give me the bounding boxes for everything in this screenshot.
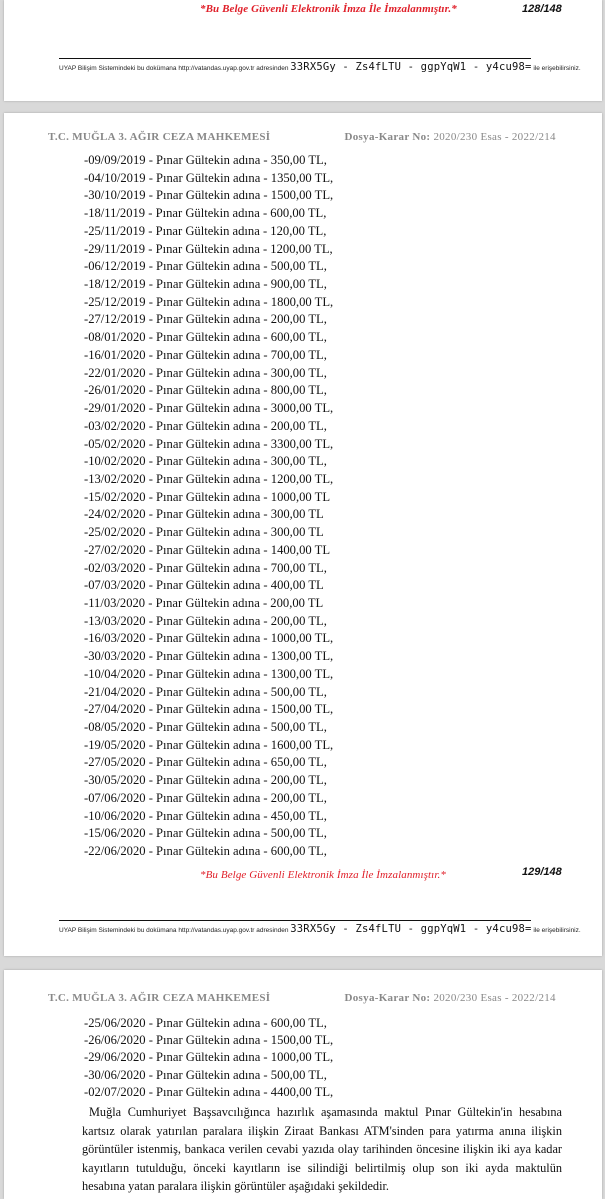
deposit-entry: -07/03/2020 - Pınar Gültekin adına - 400,00 TL xyxy=(84,578,324,593)
deposit-entry: -02/03/2020 - Pınar Gültekin adına - 700,00 TL, xyxy=(84,560,327,575)
deposit-entry: -08/05/2020 - Pınar Gültekin adına - 500,00 TL, xyxy=(84,720,327,734)
deposit-entry: -29/11/2019 - Pınar Gültekin adına - 1200,00 TL, xyxy=(84,241,333,256)
deposit-entry: -21/04/2020 - Pınar Gültekin adına - 500,00 TL, xyxy=(84,684,327,699)
uyap-prefix: UYAP Bilişim Sistemindeki bu dokümana http://vatandas.uyap.gov.tr adresinden xyxy=(59,65,289,72)
e-signature-banner: *Bu Belge Güvenli Elektronik İmza İle İmzalanmıştır.* xyxy=(200,869,446,881)
deposit-entry: -06/12/2019 - Pınar Gültekin adına - 500,00 TL, xyxy=(84,259,327,274)
deposit-entry: -30/10/2019 - Pınar Gültekin adına - 1500,00 TL, xyxy=(84,188,334,203)
uyap-access-code: 33RX5Gy - Zs4fLTU - ggpYqW1 - y4cu98= xyxy=(290,923,532,935)
uyap-suffix: ile erişebilirsiniz. xyxy=(533,65,581,72)
deposit-entry: -26/06/2020 - Pınar Gültekin adına - 1500,00 TL, xyxy=(84,1033,334,1048)
footer-rule xyxy=(59,920,531,921)
deposit-entry: -13/02/2020 - Pınar Gültekin adına - 1200,00 TL, xyxy=(84,471,334,486)
uyap-footer xyxy=(59,61,581,73)
deposit-entry: -18/12/2019 - Pınar Gültekin adına - 900,00 TL, xyxy=(84,277,327,292)
deposit-entry: -16/01/2020 - Pınar Gültekin adına - 700,00 TL, xyxy=(84,347,327,362)
uyap-prefix: UYAP Bilişim Sistemindeki bu dokümana http://vatandas.uyap.gov.tr adresinden xyxy=(59,927,289,934)
deposit-entry: -10/06/2020 - Pınar Gültekin adına - 450,00 TL, xyxy=(84,808,327,823)
deposit-entry: -15/02/2020 - Pınar Gültekin adına - 1000,00 TL xyxy=(84,489,331,504)
deposit-entry: -18/11/2019 - Pınar Gültekin adına - 600,00 TL, xyxy=(84,206,327,221)
deposit-entry: -30/03/2020 - Pınar Gültekin adına - 1300,00 TL, xyxy=(84,649,334,664)
deposit-entry: -07/06/2020 - Pınar Gültekin adına - 200,00 TL, xyxy=(84,790,327,805)
deposit-entry: -25/02/2020 - Pınar Gültekin adına - 300,00 TL xyxy=(84,525,324,540)
deposit-list xyxy=(84,1015,333,1101)
deposit-entry: -25/12/2019 - Pınar Gültekin adına - 1800,00 TL, xyxy=(84,294,334,309)
deposit-entry: -30/05/2020 - Pınar Gültekin adına - 200,00 TL, xyxy=(84,773,327,788)
page-130 xyxy=(4,970,602,1199)
deposit-entry: -25/11/2019 - Pınar Gültekin adına - 120,00 TL, xyxy=(84,223,327,238)
deposit-entry: -08/01/2020 - Pınar Gültekin adına - 600,00 TL, xyxy=(84,330,327,345)
deposit-entry: -16/03/2020 - Pınar Gültekin adına - 1000,00 TL, xyxy=(84,631,334,646)
deposit-entry: -22/01/2020 - Pınar Gültekin adına - 300,00 TL, xyxy=(84,365,327,380)
deposit-entry: -22/06/2020 - Pınar Gültekin adına - 600,00 TL, xyxy=(84,844,327,859)
deposit-entry: -27/02/2020 - Pınar Gültekin adına - 1400,00 TL xyxy=(84,542,331,557)
uyap-suffix: ile erişebilirsiniz. xyxy=(533,927,581,934)
deposit-entry: -10/04/2020 - Pınar Gültekin adına - 1300,00 TL, xyxy=(84,666,334,681)
document-header xyxy=(48,992,556,1004)
court-name: T.C. MUĞLA 3. AĞIR CEZA MAHKEMESİ xyxy=(48,131,271,143)
body-paragraph: Muğla Cumhuriyet Başsavcılığınca hazırlık aşamasında maktul Pınar Gültekin'in hesabına kartsız olarak yatırılan paralara ilişkin Ziraat Bankası ATM'sinden para yatırma anına ilişkin görüntüler istenmiş, bankaca verilen cevabi yazıda olay tarihinden öncesine ilişkin iki aya kadar kayıtların tutulduğu, önceki kayıtların ise silindiği belirtilmiş olup son iki ayda maktulün hesabına yatan paralara ilişkin görüntüler aşağıdaki şekildedir. xyxy=(82,1105,562,1194)
document-header xyxy=(48,131,556,143)
deposit-entry: -05/02/2020 - Pınar Gültekin adına - 3300,00 TL, xyxy=(84,436,334,451)
deposit-entry: -02/07/2020 - Pınar Gültekin adına - 4400,00 TL, xyxy=(84,1084,334,1099)
footer-rule xyxy=(59,58,531,59)
deposit-entry: -27/12/2019 - Pınar Gültekin adına - 200,00 TL, xyxy=(84,312,327,327)
deposit-entry: -04/10/2019 - Pınar Gültekin adına - 1350,00 TL, xyxy=(84,170,334,185)
file-number-label: Dosya-Karar No: xyxy=(344,131,431,143)
deposit-entry: -29/01/2020 - Pınar Gültekin adına - 3000,00 TL, xyxy=(84,401,334,416)
page-129 xyxy=(4,113,602,956)
file-number-label: Dosya-Karar No: xyxy=(344,992,431,1004)
deposit-entry: -10/02/2020 - Pınar Gültekin adına - 300,00 TL, xyxy=(84,454,327,469)
uyap-footer xyxy=(59,923,581,935)
deposit-entry: -24/02/2020 - Pınar Gültekin adına - 300,00 TL xyxy=(84,507,324,522)
e-signature-banner: *Bu Belge Güvenli Elektronik İmza İle İmzalanmıştır.* xyxy=(200,3,457,15)
page-128 xyxy=(4,0,602,101)
deposit-entry: -09/09/2019 - Pınar Gültekin adına - 350,00 TL, xyxy=(84,153,327,167)
deposit-entry: -03/02/2020 - Pınar Gültekin adına - 200,00 TL, xyxy=(84,418,327,433)
deposit-entry: -15/06/2020 - Pınar Gültekin adına - 500,00 TL, xyxy=(84,826,327,841)
page-number: 129/148 xyxy=(522,866,562,878)
file-number-value: 2020/230 Esas - 2022/214 xyxy=(433,131,556,143)
court-name: T.C. MUĞLA 3. AĞIR CEZA MAHKEMESİ xyxy=(48,992,271,1004)
deposit-entry: -13/03/2020 - Pınar Gültekin adına - 200,00 TL, xyxy=(84,613,327,628)
page-number: 128/148 xyxy=(522,3,562,15)
deposit-list xyxy=(84,152,333,861)
deposit-entry: -26/01/2020 - Pınar Gültekin adına - 800,00 TL, xyxy=(84,383,327,398)
deposit-entry: -11/03/2020 - Pınar Gültekin adına - 200,00 TL xyxy=(84,595,324,610)
deposit-entry: -25/06/2020 - Pınar Gültekin adına - 600,00 TL, xyxy=(84,1016,327,1030)
deposit-entry: -30/06/2020 - Pınar Gültekin adına - 500,00 TL, xyxy=(84,1067,327,1082)
uyap-access-code: 33RX5Gy - Zs4fLTU - ggpYqW1 - y4cu98= xyxy=(290,61,532,73)
deposit-entry: -19/05/2020 - Pınar Gültekin adına - 1600,00 TL, xyxy=(84,737,334,752)
deposit-entry: -27/05/2020 - Pınar Gültekin adına - 650,00 TL, xyxy=(84,755,327,770)
file-number-value: 2020/230 Esas - 2022/214 xyxy=(433,992,556,1004)
deposit-entry: -29/06/2020 - Pınar Gültekin adına - 1000,00 TL, xyxy=(84,1050,334,1065)
deposit-entry: -27/04/2020 - Pınar Gültekin adına - 1500,00 TL, xyxy=(84,702,334,717)
